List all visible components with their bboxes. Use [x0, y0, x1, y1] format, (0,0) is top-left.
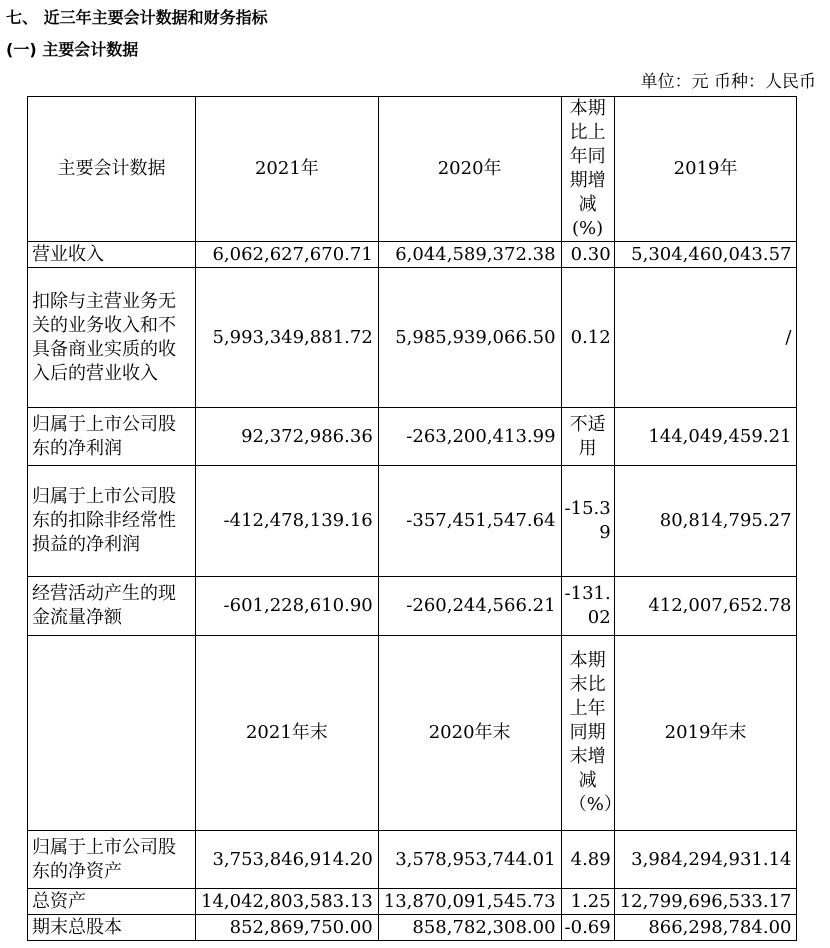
row-label [28, 268, 196, 408]
header-2021-end: 2021年末 [196, 636, 379, 831]
row-label-text: 归属于上市公司股东的扣除非经常性损益的净利润 [32, 486, 176, 555]
row-label [28, 408, 196, 466]
value-change [561, 466, 614, 577]
value-2021: -601,228,610.90 [196, 577, 379, 636]
value-change-text: -15.39 [564, 498, 611, 543]
table-row [28, 915, 797, 941]
table-row [28, 268, 797, 408]
value-change: 0.12 [561, 268, 614, 408]
table-header-row [28, 636, 797, 831]
value-change-text: -131.02 [564, 583, 611, 628]
value-2021: 14,042,803,583.13 [196, 889, 379, 915]
value-2021: 5,993,349,881.72 [196, 268, 379, 408]
row-label: 营业收入 [28, 242, 196, 268]
value-change-text: 不适用 [569, 413, 606, 459]
value-change: 0.30 [561, 242, 614, 268]
row-label-text: 归属于上市公司股东的净利润 [32, 413, 176, 459]
value-2020: 3,578,953,744.01 [378, 831, 561, 889]
value-2021: 92,372,986.36 [196, 408, 379, 466]
row-label [28, 466, 196, 577]
main-accounting-data-table [27, 96, 797, 941]
value-2020: 5,985,939,066.50 [378, 268, 561, 408]
value-change: 1.25 [561, 889, 614, 915]
header-2020-end: 2020年末 [378, 636, 561, 831]
header-2021: 2021年 [196, 97, 379, 242]
value-change: 4.89 [561, 831, 614, 889]
row-label: 期末总股本 [28, 915, 196, 941]
value-2020: -263,200,413.99 [378, 408, 561, 466]
value-2020: 858,782,308.00 [378, 915, 561, 941]
row-label-text: 归属于上市公司股东的净资产 [32, 836, 176, 882]
value-change: -0.69 [561, 915, 614, 941]
value-2020: 6,044,589,372.38 [378, 242, 561, 268]
value-2020: -357,451,547.64 [378, 466, 561, 577]
value-2019: 5,304,460,043.57 [614, 242, 797, 268]
row-label-text: 经营活动产生的现金流量净额 [32, 583, 176, 628]
section-title: 七、 近三年主要会计数据和财务指标 [6, 8, 268, 27]
value-2019: 144,049,459.21 [614, 408, 797, 466]
table-row [28, 831, 797, 889]
value-change [561, 408, 614, 466]
table-row [28, 242, 797, 268]
header-change-end-text: 本期末比上年同期末增减（%） [568, 650, 622, 815]
unit-currency-line: 单位：元 币种：人民币 [640, 72, 816, 92]
header-change-text: 本期比上年同期增减(%) [569, 98, 606, 239]
row-label [28, 831, 196, 889]
value-2021: 3,753,846,914.20 [196, 831, 379, 889]
value-2021: 852,869,750.00 [196, 915, 379, 941]
table-row [28, 466, 797, 577]
value-2020: 13,870,091,545.73 [378, 889, 561, 915]
header-2019: 2019年 [614, 97, 797, 242]
row-label-text: 扣除与主营业务无关的业务收入和不具备商业实质的收入后的营业收入 [32, 290, 176, 384]
header-2020: 2020年 [378, 97, 561, 242]
table-row [28, 889, 797, 915]
value-2019: 80,814,795.27 [614, 466, 797, 577]
table-header-row [28, 97, 797, 242]
value-2021: -412,478,139.16 [196, 466, 379, 577]
value-2019: / [614, 268, 797, 408]
value-2020: -260,244,566.21 [378, 577, 561, 636]
header-change [561, 97, 614, 242]
value-2019: 866,298,784.00 [614, 915, 797, 941]
row-label: 总资产 [28, 889, 196, 915]
subsection-title: (一) 主要会计数据 [6, 40, 139, 59]
header-label-cell-empty [28, 636, 196, 831]
value-change [561, 577, 614, 636]
value-2019: 412,007,652.78 [614, 577, 797, 636]
header-2019-end: 2019年末 [614, 636, 797, 831]
value-2019: 12,799,696,533.17 [614, 889, 797, 915]
value-2019: 3,984,294,931.14 [614, 831, 797, 889]
value-2021: 6,062,627,670.71 [196, 242, 379, 268]
header-label-cell: 主要会计数据 [28, 97, 196, 242]
header-change-end [561, 636, 622, 831]
table-row [28, 577, 797, 636]
table-row [28, 408, 797, 466]
row-label [28, 577, 196, 636]
